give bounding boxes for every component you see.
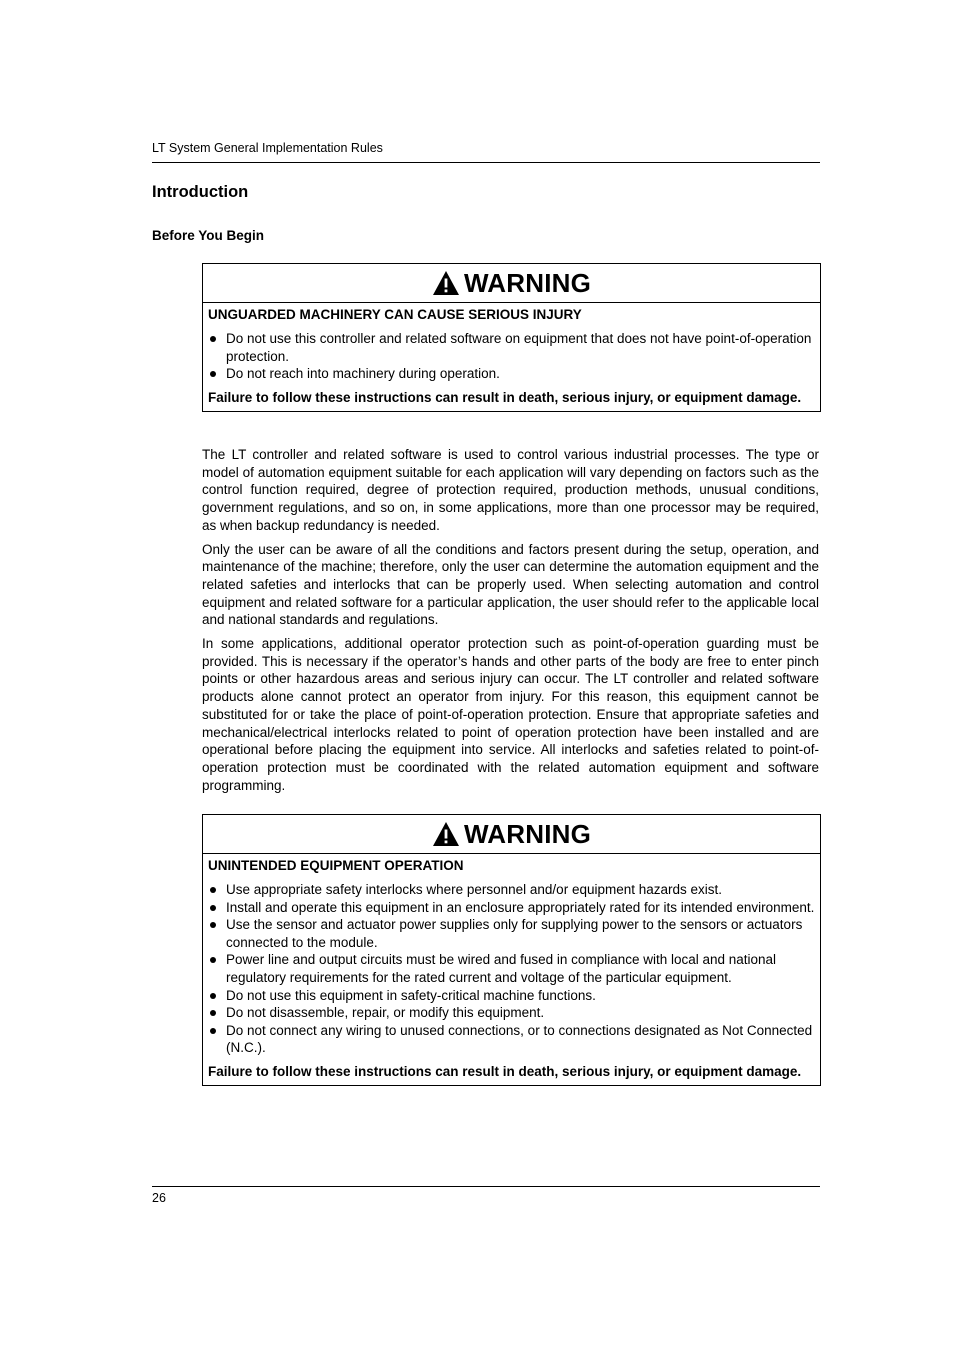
list-item: Do not connect any wiring to unused connections, or to connections designated as Not Connected (N.C.). [208, 1022, 815, 1057]
warning-box-unguarded-machinery [202, 263, 821, 412]
precaution-list [208, 330, 815, 383]
list-item: Use the sensor and actuator power supplies only for supplying power to the sensors or actuators connected to the module. [208, 916, 815, 951]
warning-triangle-icon [432, 821, 460, 847]
page-number: 26 [152, 1186, 820, 1206]
list-item: Use appropriate safety interlocks where personnel and/or equipment hazards exist. [208, 881, 815, 899]
hazard-title: UNINTENDED EQUIPMENT OPERATION [208, 858, 464, 873]
paragraph: Only the user can be aware of all the conditions and factors present during the setup, operation, and maintenance of the machine; therefore, only the user can determine the automation equipment and the related safeties and interlocks that can be properly used. When selecting automation and control equipment and related software for a particular application, the user should refer to the applicable local and national standards and regulations. [202, 541, 819, 628]
warning-header [203, 815, 820, 854]
hazard-title: UNGUARDED MACHINERY CAN CAUSE SERIOUS INJURY [208, 307, 582, 322]
body-text [202, 446, 819, 800]
paragraph: The LT controller and related software is used to control various industrial processes. The type or model of automation equipment suitable for each application will vary depending on factors such as the control function required, degree of protection required, production methods, unusual conditions, government regulations, and so on, in some applications, more than one processor may be required, as when backup redundancy is needed. [202, 447, 819, 533]
signal-word: WARNING [463, 268, 592, 298]
running-header: LT System General Implementation Rules [152, 141, 820, 163]
list-item: Install and operate this equipment in an enclosure appropriately rated for its intended environment. [208, 899, 815, 917]
warning-header [203, 264, 820, 303]
warning-body [203, 303, 820, 411]
precaution-list [208, 881, 815, 1057]
list-item: Do not disassemble, repair, or modify this equipment. [208, 1004, 815, 1022]
section-title: Introduction [152, 183, 249, 201]
paragraph: In some applications, additional operator protection such as point-of-operation guarding must be provided. This is necessary if the operator’s hands and other parts of the body are free to enter pinch points or other hazardous areas and serious injury can occur. The LT controller and related software products alone cannot protect an operator from injury. For this reason, this equipment cannot be substituted for or take the place of point-of-operation protection. Ensure that appropriate safeties and mechanical/electrical interlocks related to point of operation protection have been installed and are operational before placing the equipment into service. All interlocks and safeties related to point-of-operation protection must be coordinated with the related automation equipment and software programming. [202, 636, 819, 793]
consequence-statement: Failure to follow these instructions can result in death, serious injury, or equipment damage. [208, 389, 802, 405]
list-item: Do not use this equipment in safety-critical machine functions. [208, 987, 815, 1005]
warning-body [203, 854, 820, 1085]
subsection-title: Before You Begin [152, 228, 265, 243]
list-item: Power line and output circuits must be wired and fused in compliance with local and national regulatory requirements for the rated current and voltage of the particular equipment. [208, 951, 815, 986]
warning-triangle-icon [432, 270, 460, 296]
warning-box-unintended-operation [202, 814, 821, 1086]
list-item: Do not use this controller and related software on equipment that does not have point-of-operation protection. [208, 330, 815, 365]
signal-word: WARNING [463, 819, 592, 849]
consequence-statement: Failure to follow these instructions can result in death, serious injury, or equipment damage. [208, 1063, 802, 1079]
list-item: Do not reach into machinery during operation. [208, 365, 815, 383]
